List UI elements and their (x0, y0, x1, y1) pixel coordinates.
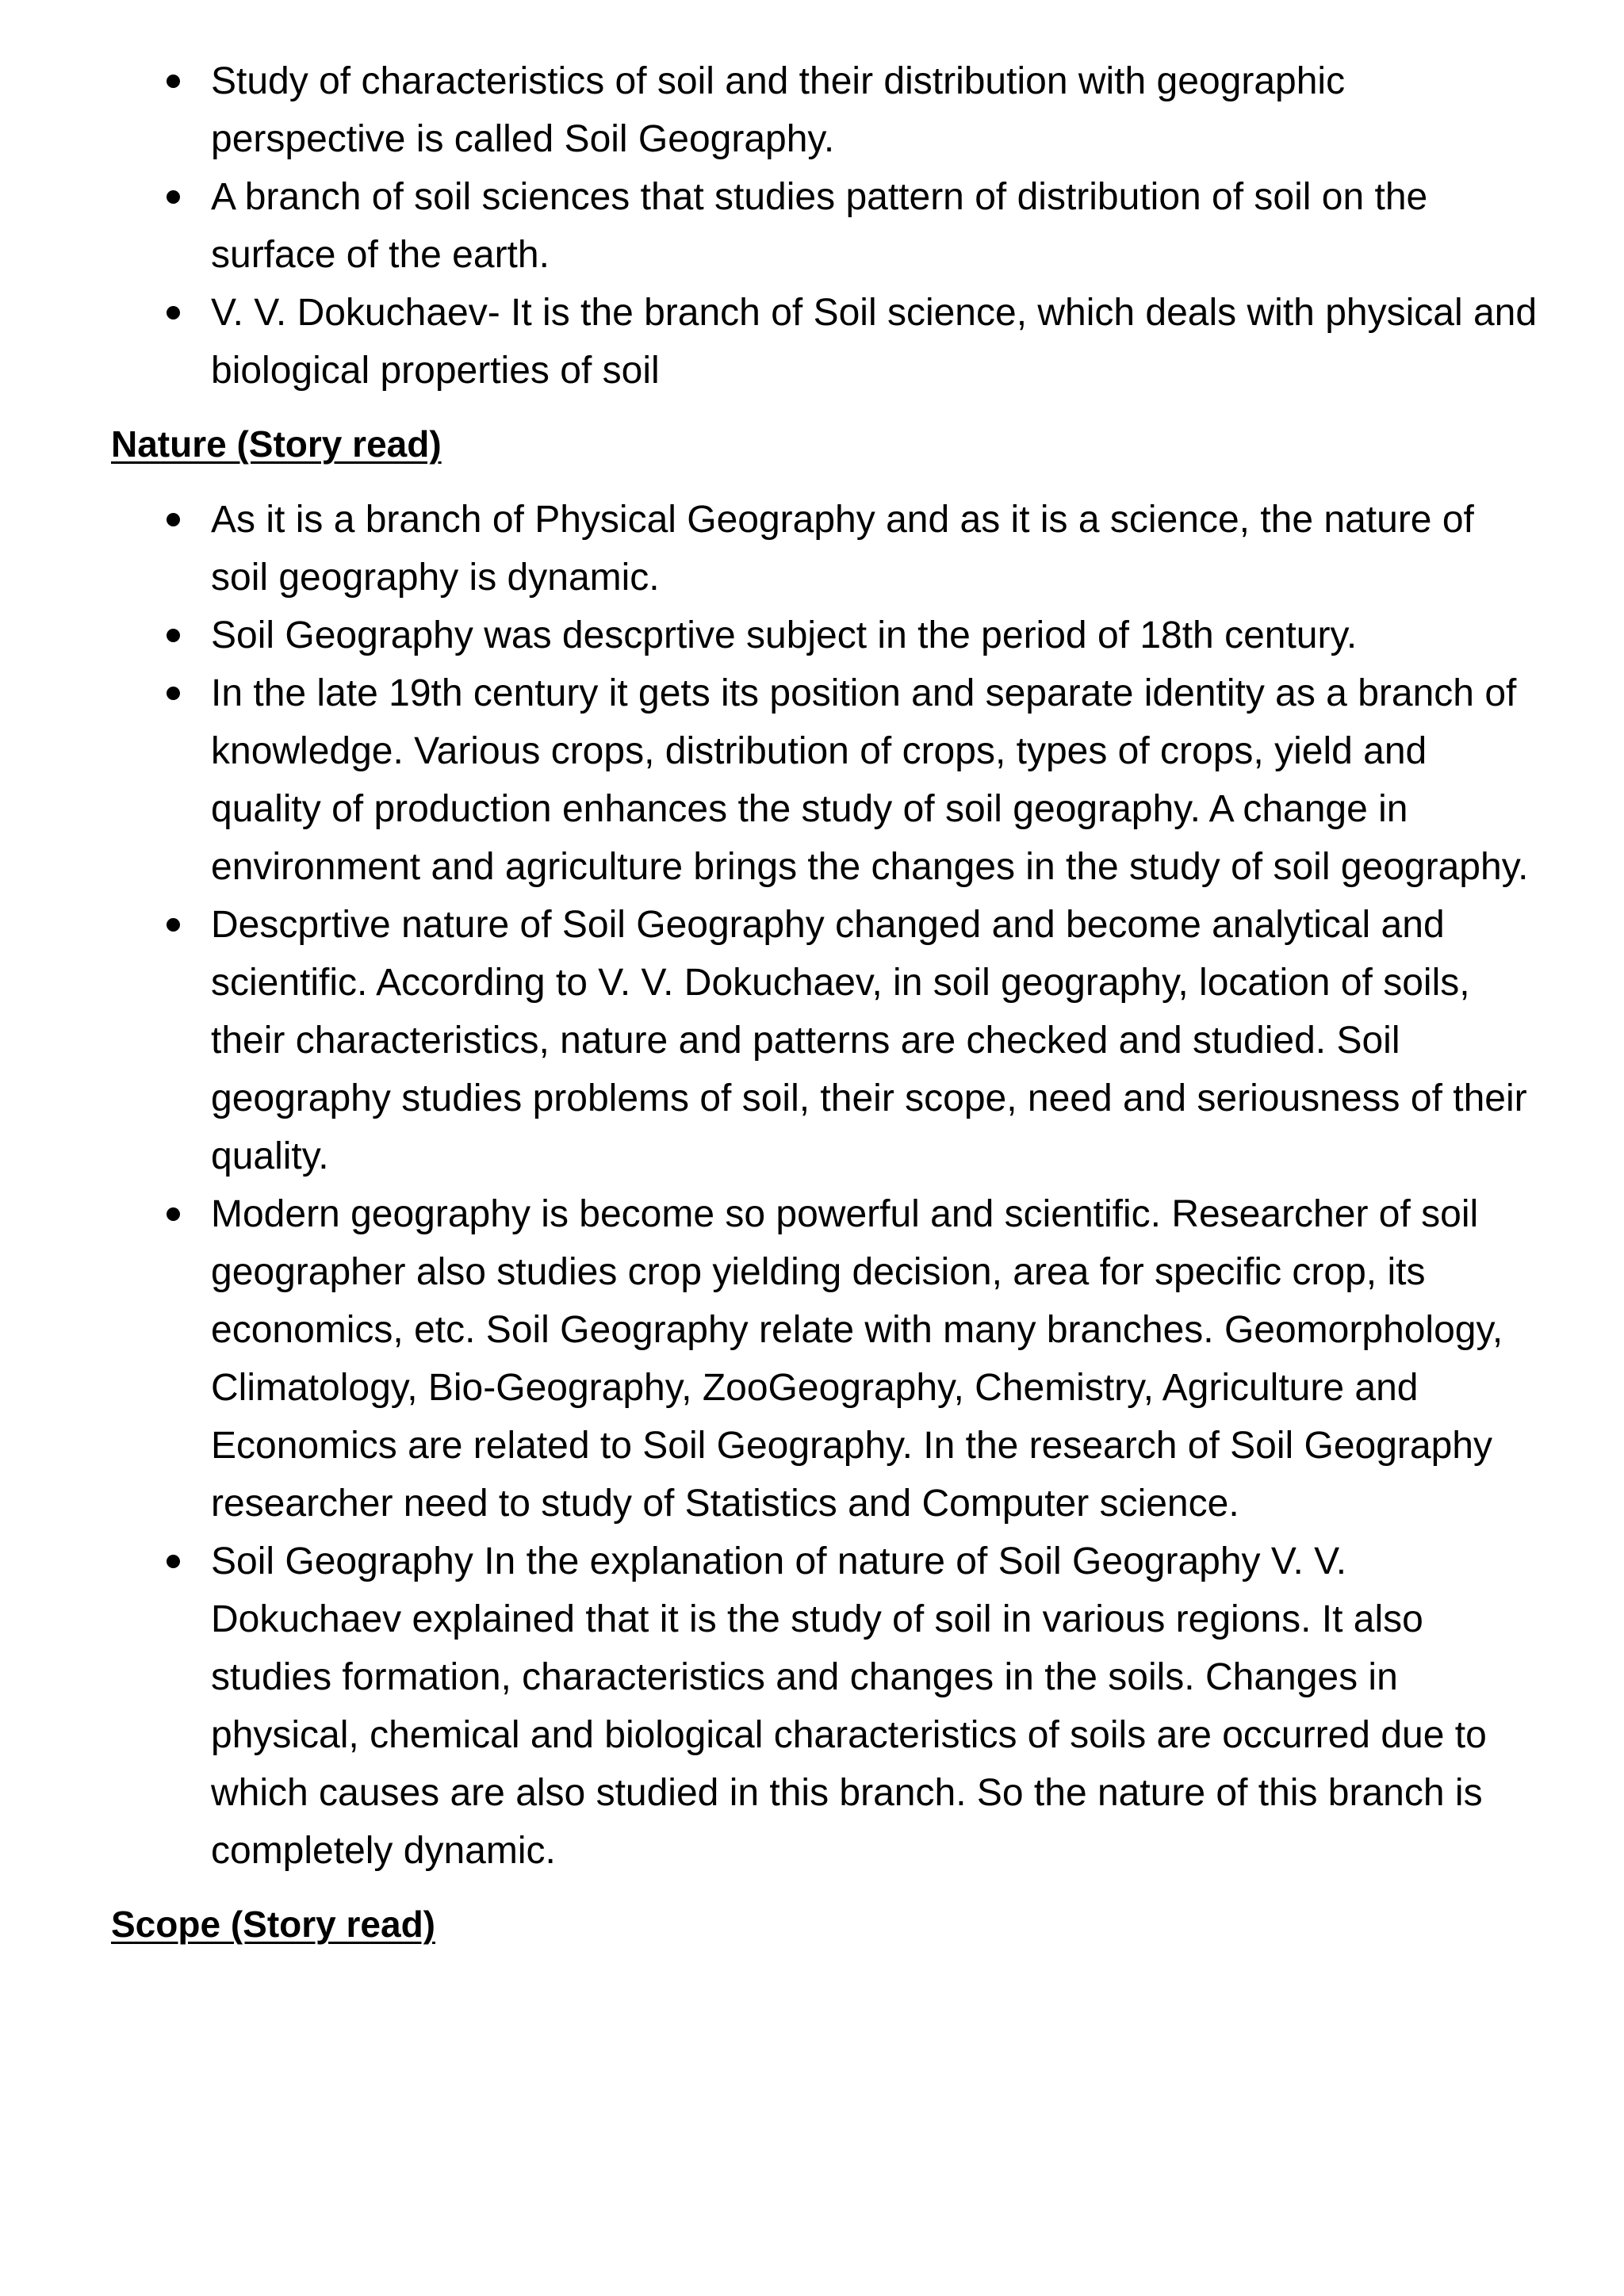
list-item (111, 284, 1538, 400)
intro-bullet-list (111, 52, 1538, 400)
list-item (111, 607, 1538, 664)
list-item-text: Soil Geography In the explanation of nature of Soil Geography V. V. Dokuchaev explained that it is the study of soil in various regions. It also studies formation, characteristics and changes in the soils. Changes in physical, chemical and biological characteristics of soils are occurred due to which causes are also studied in this branch. So the nature of this branch is completely dynamic. (211, 1540, 1487, 1872)
list-item-text: In the late 19th century it gets its position and separate identity as a branch of knowledge. Various crops, distribution of crops, types of crops, yield and quality of production enhances the study of soil geography. A change in environment and agriculture brings the changes in the study of soil geography. (211, 672, 1529, 888)
list-item-text: As it is a branch of Physical Geography and as it is a science, the nature of soil geography is dynamic. (211, 499, 1474, 599)
scope-heading: Scope (Story read) (111, 1904, 435, 1945)
bullet-icon (167, 629, 180, 642)
list-item-text: Soil Geography was descprtive subject in the period of 18th century. (211, 614, 1358, 656)
bullet-icon (167, 1207, 180, 1221)
nature-bullet-list (111, 491, 1538, 1880)
document-body (111, 52, 1538, 1954)
list-item (111, 1185, 1538, 1533)
bullet-icon (167, 918, 180, 932)
list-item (111, 896, 1538, 1185)
list-item-text: Modern geography is become so powerful and scientific. Researcher of soil geographer also studies crop yielding decision, area for specific crop, its economics, etc. Soil Geography relate with many branches. Geomorphology, Climatology, Bio-Geography, ZooGeography, Chemistry, Agriculture and Economics are related to Soil Geography. In the research of Soil Geography researcher need to study of Statistics and Computer science. (211, 1193, 1503, 1525)
bullet-icon (167, 306, 180, 320)
bullet-icon (167, 1555, 180, 1568)
bullet-icon (167, 190, 180, 204)
list-item (111, 664, 1538, 896)
list-item-text: Descprtive nature of Soil Geography changed and become analytical and scientific. According to V. V. Dokuchaev, in soil geography, location of soils, their characteristics, nature and patterns are checked and studied. Soil geography studies problems of soil, their scope, need and seriousness of their quality. (211, 904, 1527, 1177)
list-item (111, 1533, 1538, 1880)
list-item-text: V. V. Dokuchaev- It is the branch of Soil science, which deals with physical and biological properties of soil (211, 292, 1538, 392)
bullet-icon (167, 687, 180, 700)
list-item-text: Study of characteristics of soil and their distribution with geographic perspective is called Soil Geography. (211, 60, 1346, 160)
bullet-icon (167, 75, 180, 88)
list-item (111, 168, 1538, 284)
list-item (111, 52, 1538, 168)
list-item (111, 491, 1538, 607)
bullet-icon (167, 513, 180, 526)
nature-heading: Nature (Story read) (111, 423, 442, 465)
list-item-text: A branch of soil sciences that studies pattern of distribution of soil on the surface of the earth. (211, 176, 1428, 276)
